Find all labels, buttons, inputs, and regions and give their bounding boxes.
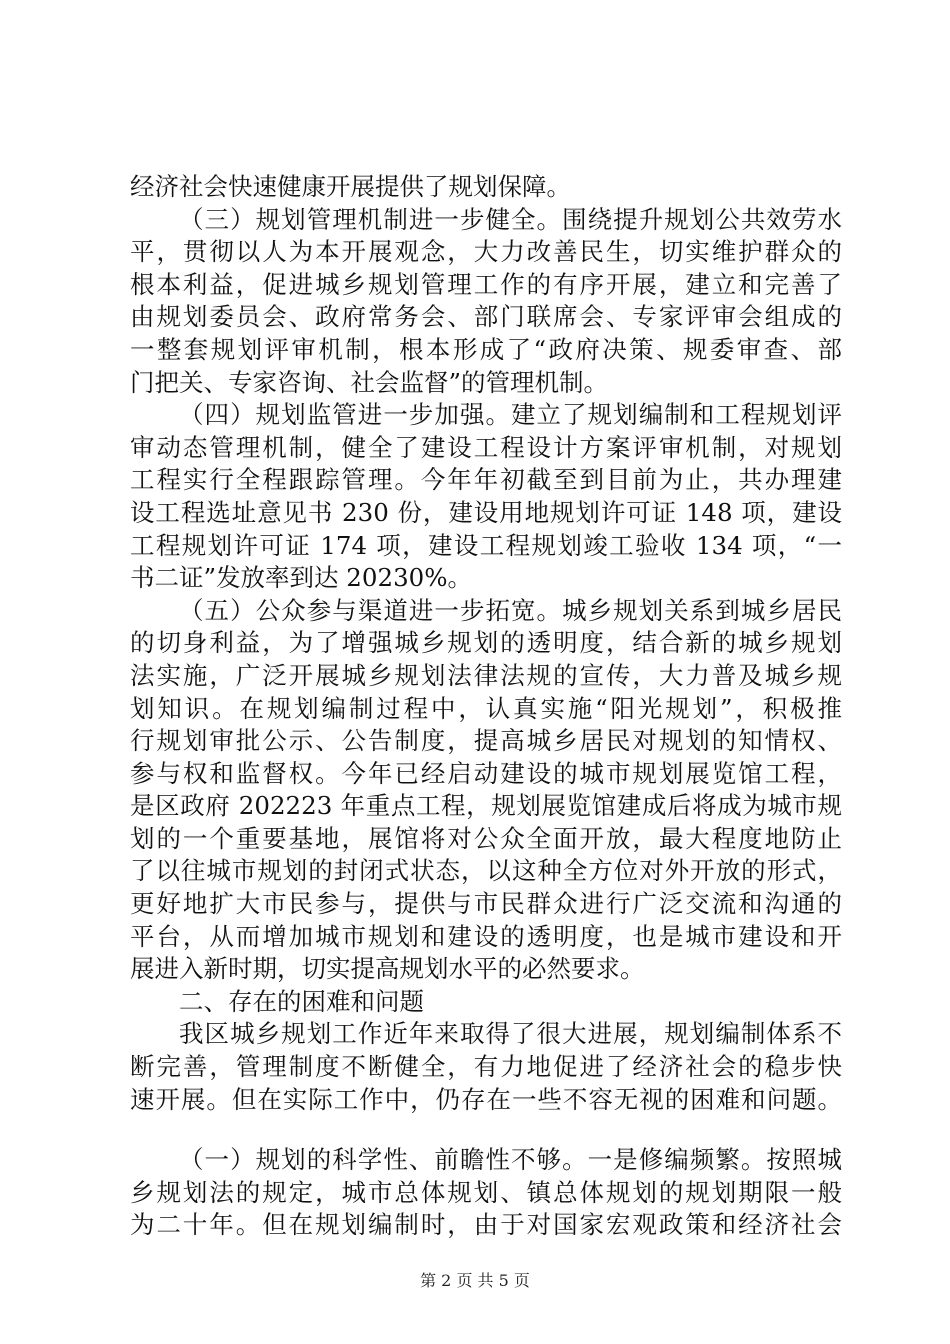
- text-line: （三）规划管理机制进一步健全。围绕提升规划公共效劳水: [179, 204, 842, 234]
- text-line: 法实施，广泛开展城乡规划法律法规的宣传，大力普及城乡规: [130, 660, 842, 690]
- text-line: 工程规划许可证 174 项，建设工程规划竣工验收 134 项，“一: [130, 530, 842, 560]
- body-text-block-continued: [130, 1144, 842, 1242]
- text-line: 断完善，管理制度不断健全，有力地促进了经济社会的稳步快: [130, 1052, 842, 1082]
- text-line: 平，贯彻以人为本开展观念，大力改善民生，切实维护群众的: [130, 237, 842, 267]
- text-line: 二、存在的困难和问题: [179, 986, 424, 1016]
- text-line: 参与权和监督权。今年已经启动建设的城市规划展览馆工程，: [130, 758, 842, 788]
- text-line: 是区政府 202223 年重点工程，规划展览馆建成后将成为城市规: [130, 791, 842, 821]
- text-line: 门把关、专家咨询、社会监督”的管理机制。: [130, 367, 609, 397]
- text-line: 平台，从而增加城市规划和建设的透明度，也是城市建设和开: [130, 921, 842, 951]
- text-line: 展进入新时期，切实提高规划水平的必然要求。: [130, 954, 645, 984]
- text-line: 了以往城市规划的封闭式状态，以这种全方位对外开放的形式，: [130, 856, 842, 886]
- text-line: （四）规划监管进一步加强。建立了规划编制和工程规划评: [179, 400, 842, 430]
- text-line: 行规划审批公示、公告制度，提高城乡居民对规划的知情权、: [130, 726, 842, 756]
- text-line: 书二证”发放率到达 20230%。: [130, 563, 473, 593]
- document-body: [130, 171, 842, 1242]
- text-line: 工程实行全程跟踪管理。今年年初截至到目前为止，共办理建: [130, 465, 842, 495]
- text-line: （五）公众参与渠道进一步拓宽。城乡规划关系到城乡居民: [179, 595, 842, 625]
- text-line: 由规划委员会、政府常务会、部门联席会、专家评审会组成的: [130, 302, 842, 332]
- text-line: 划的一个重要基地，展馆将对公众全面开放，最大程度地防止: [130, 823, 842, 853]
- text-line: （一）规划的科学性、前瞻性不够。一是修编频繁。按照城: [179, 1145, 842, 1175]
- text-line: 审动态管理机制，健全了建设工程设计方案评审机制，对规划: [130, 432, 842, 462]
- text-line: 为二十年。但在规划编制时，由于对国家宏观政策和经济社会: [130, 1210, 842, 1240]
- text-line: 设工程选址意见书 230 份，建设用地规划许可证 148 项，建设: [130, 497, 842, 527]
- body-text-block: [130, 171, 842, 1116]
- text-line: 根本利益，促进城乡规划管理工作的有序开展，建立和完善了: [130, 269, 842, 299]
- paragraph-gap: [130, 1116, 842, 1144]
- text-line: 一整套规划评审机制，根本形成了“政府决策、规委审查、部: [130, 334, 842, 364]
- text-line: 我区城乡规划工作近年来取得了很大进展，规划编制体系不: [179, 1019, 842, 1049]
- text-line: 速开展。但在实际工作中，仍存在一些不容无视的困难和问题。: [130, 1084, 842, 1114]
- text-line: 的切身利益，为了增强城乡规划的透明度，结合新的城乡规划: [130, 628, 842, 658]
- text-line: 乡规划法的规定，城市总体规划、镇总体规划的规划期限一般: [130, 1177, 842, 1207]
- page-number-footer: 第 2 页 共 5 页: [420, 1271, 530, 1290]
- text-line: 划知识。在规划编制过程中，认真实施“阳光规划”，积极推: [130, 693, 842, 723]
- text-line: 经济社会快速健康开展提供了规划保障。: [130, 172, 571, 201]
- text-line: 更好地扩大市民参与，提供与市民群众进行广泛交流和沟通的: [130, 889, 842, 919]
